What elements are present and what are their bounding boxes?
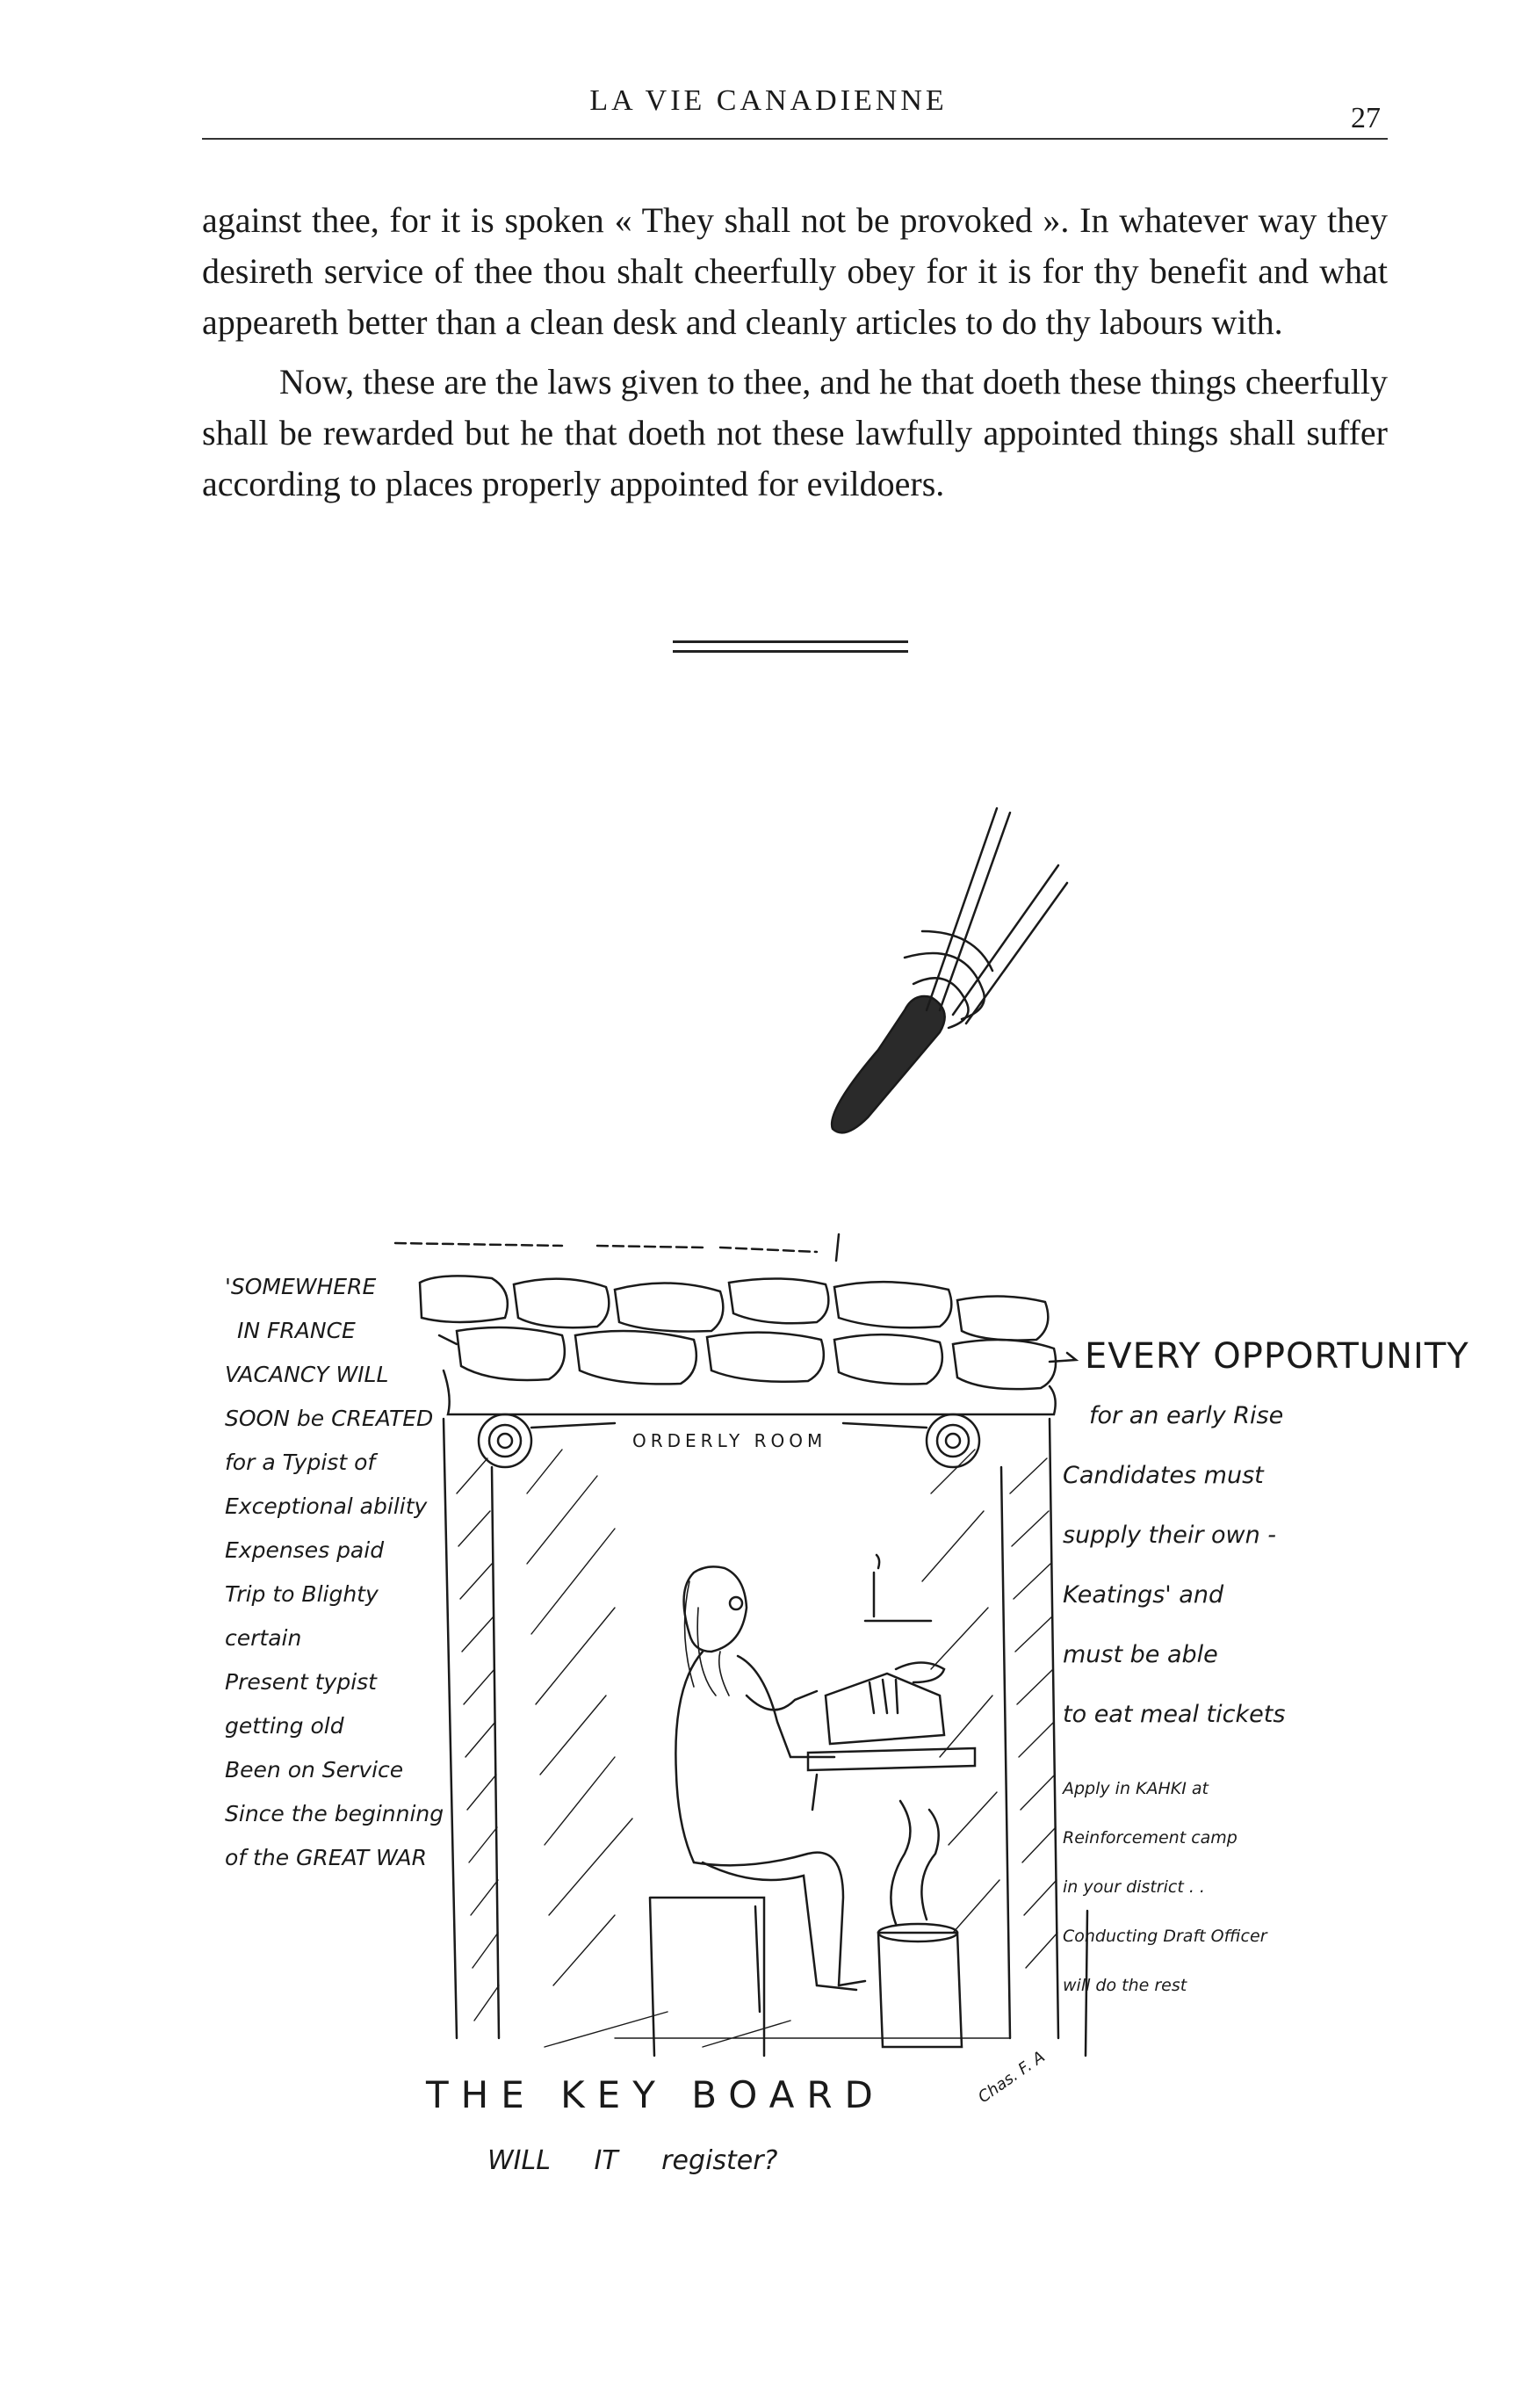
left-notice-line: getting old: [225, 1713, 344, 1739]
running-head: LA VIE CANADIENNE: [589, 84, 948, 117]
left-notice-line: Been on Service: [225, 1757, 404, 1782]
right-notice: [1063, 1327, 1469, 2010]
paragraph-2: Now, these are the laws given to thee, and he that doeth these things cheerfully shall be rewarded but he that doeth not these lawfully appointed things shall suffer according to places properly appointed for evildoers.: [202, 362, 1388, 503]
left-notice-line: certain: [225, 1625, 302, 1651]
left-notice-line: VACANCY WILL: [225, 1362, 389, 1387]
left-notice-line: Exceptional ability: [225, 1493, 428, 1519]
right-notice-small-line: Apply in KAHKI at: [1063, 1779, 1209, 1798]
cartoon-subcaption: WILL IT register?: [487, 2145, 778, 2176]
right-notice-small-line: will do the rest: [1063, 1976, 1187, 1995]
left-notice-line: of the GREAT WAR: [225, 1845, 428, 1870]
room-label: ORDERLY ROOM: [632, 1430, 827, 1451]
typewriter: [808, 1663, 975, 1811]
stove: [878, 1801, 962, 2047]
right-notice-small-line: Conducting Draft Officer: [1063, 1927, 1267, 1946]
left-notice-line: Expenses paid: [225, 1537, 385, 1563]
right-notice-small-line: in your district . .: [1063, 1877, 1205, 1897]
right-notice-small-line: Reinforcement camp: [1063, 1828, 1238, 1848]
left-notice-line: SOON be CREATED: [225, 1406, 434, 1431]
left-notice: [225, 1265, 444, 1880]
left-notice-line: for a Typist of: [225, 1450, 376, 1475]
right-notice-line: supply their own -: [1063, 1522, 1277, 1549]
left-notice-line: Present typist: [225, 1669, 377, 1695]
cartoon-caption: THE KEY BOARD: [426, 2073, 885, 2116]
shell-icon: [832, 808, 1067, 1132]
right-notice-line: for an early Rise: [1089, 1402, 1284, 1429]
left-notice-line: Since the beginning: [225, 1801, 444, 1826]
stone-lintel: [420, 1276, 1056, 1414]
right-notice-line: Candidates must: [1063, 1462, 1264, 1489]
page-number: 27: [1351, 102, 1381, 134]
typist-figure: [650, 1566, 865, 2056]
left-notice-line: Trip to Blighty: [225, 1581, 379, 1607]
artist-signature: Chas. F. A: [974, 2047, 1049, 2108]
paragraph-1: against thee, for it is spoken « They shall not be provoked ». In whatever way they desireth service of thee thou shalt cheerfully obey for it is for thy benefit and what appeareth better than a clean desk and cleanly articles to do thy labours with.: [202, 200, 1388, 342]
right-notice-line: Keatings' and: [1063, 1581, 1224, 1609]
left-notice-line: IN FRANCE: [237, 1318, 356, 1343]
volute-right: [927, 1414, 979, 1467]
right-notice-heading: EVERY OPPORTUNITY: [1085, 1336, 1469, 1377]
right-notice-line: to eat meal tickets: [1063, 1701, 1286, 1728]
left-notice-line: 'SOMEWHERE: [225, 1274, 377, 1299]
right-notice-line: must be able: [1063, 1641, 1218, 1668]
